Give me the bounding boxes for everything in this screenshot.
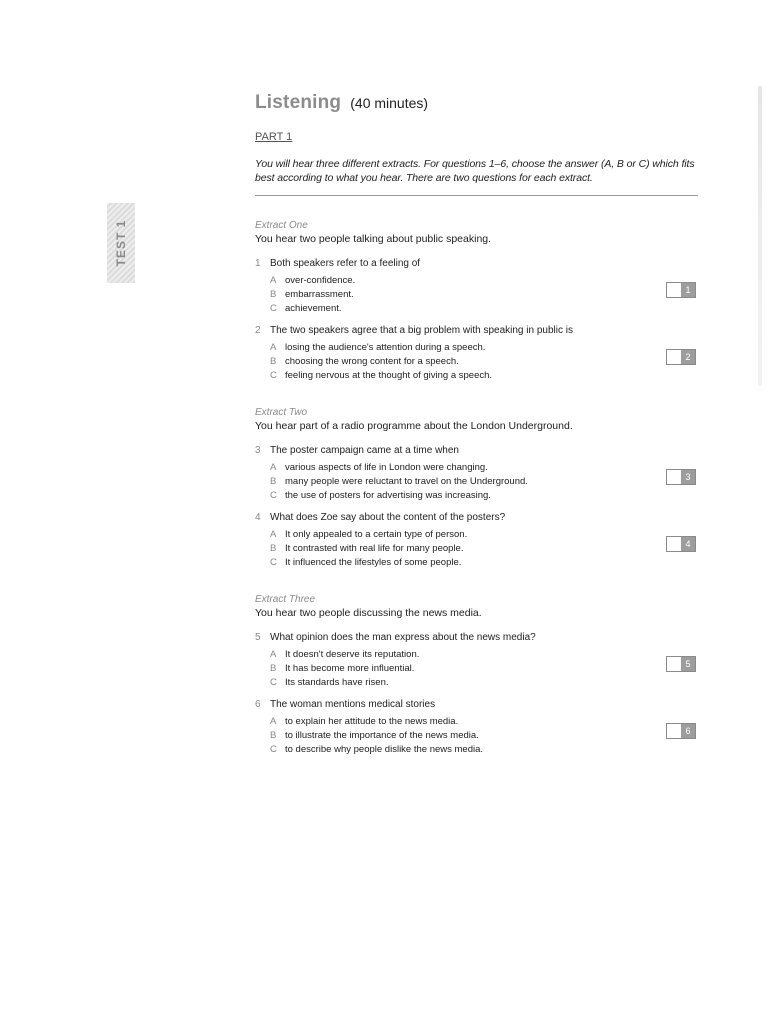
option-b[interactable]	[270, 542, 700, 556]
option-letter: B	[270, 476, 277, 487]
option-text: It influenced the lifestyles of some people.	[285, 557, 462, 568]
option-letter: A	[270, 529, 277, 540]
option-letter: C	[270, 303, 277, 314]
extract-one	[255, 220, 700, 383]
question-text: The two speakers agree that a big problem with speaking in public is	[270, 325, 573, 336]
answer-number: 6	[681, 724, 695, 738]
answer-box[interactable]	[666, 656, 696, 672]
answer-box[interactable]	[666, 349, 696, 365]
question-stem	[255, 630, 700, 645]
option-letter: A	[270, 716, 277, 727]
question-stem	[255, 323, 700, 338]
answer-blank[interactable]	[667, 283, 681, 297]
options	[270, 528, 700, 570]
extract-context: You hear two people discussing the news media.	[255, 607, 482, 619]
option-a[interactable]	[270, 341, 700, 355]
question-stem	[255, 443, 700, 458]
question-stem	[255, 510, 700, 525]
option-text: feeling nervous at the thought of giving a speech.	[285, 370, 493, 381]
option-b[interactable]	[270, 662, 700, 676]
page-edge-shadow	[758, 86, 762, 386]
question-6	[255, 697, 700, 757]
answer-box[interactable]	[666, 536, 696, 552]
extract-label: Extract Three	[255, 594, 316, 605]
answer-blank[interactable]	[667, 470, 681, 484]
option-letter: A	[270, 649, 277, 660]
question-number: 1	[255, 258, 261, 269]
options	[270, 648, 700, 690]
option-text: It only appealed to a certain type of person.	[285, 529, 468, 540]
section-duration: (40 minutes)	[350, 95, 429, 111]
option-text: embarrassment.	[285, 289, 354, 300]
question-stem	[255, 256, 700, 271]
option-text: It doesn't deserve its reputation.	[285, 649, 420, 660]
test-side-tab	[107, 203, 135, 283]
option-c[interactable]	[270, 556, 700, 570]
option-letter: B	[270, 356, 277, 367]
extract-label: Extract One	[255, 220, 308, 231]
option-c[interactable]	[270, 489, 700, 503]
option-a[interactable]	[270, 461, 700, 475]
question-text: The woman mentions medical stories	[270, 699, 436, 710]
option-a[interactable]	[270, 648, 700, 662]
instructions: You will hear three different extracts. For questions 1–6, choose the answer (A, B or C) which fits best according to what you hear. There are two questions for each extract.	[255, 158, 695, 184]
question-2	[255, 323, 700, 383]
question-number: 4	[255, 512, 261, 523]
option-c[interactable]	[270, 302, 700, 316]
extract-context: You hear part of a radio programme about the London Underground.	[255, 420, 573, 432]
page-title	[255, 92, 700, 118]
question-3	[255, 443, 700, 503]
question-4	[255, 510, 700, 570]
option-letter: C	[270, 744, 277, 755]
options	[270, 274, 700, 316]
answer-number: 3	[681, 470, 695, 484]
question-text: What opinion does the man express about the news media?	[270, 632, 536, 643]
answer-box[interactable]	[666, 469, 696, 485]
question-number: 5	[255, 632, 261, 643]
option-letter: A	[270, 275, 277, 286]
option-a[interactable]	[270, 528, 700, 542]
question-1	[255, 256, 700, 316]
option-letter: C	[270, 370, 277, 381]
answer-blank[interactable]	[667, 657, 681, 671]
option-letter: C	[270, 490, 277, 501]
answer-number: 5	[681, 657, 695, 671]
question-number: 6	[255, 699, 261, 710]
option-letter: B	[270, 543, 277, 554]
option-letter: A	[270, 342, 277, 353]
option-text: Its standards have risen.	[285, 677, 389, 688]
answer-blank[interactable]	[667, 537, 681, 551]
option-text: the use of posters for advertising was increasing.	[285, 490, 491, 501]
options	[270, 461, 700, 503]
option-text: achievement.	[285, 303, 342, 314]
answer-blank[interactable]	[667, 350, 681, 364]
question-text: What does Zoe say about the content of the posters?	[270, 512, 506, 523]
question-stem	[255, 697, 700, 712]
option-letter: C	[270, 557, 277, 568]
section-title: Listening	[255, 92, 342, 113]
extract-context: You hear two people talking about public speaking.	[255, 233, 492, 245]
option-text: to illustrate the importance of the news media.	[285, 730, 479, 741]
options	[270, 715, 700, 757]
option-text: many people were reluctant to travel on the Underground.	[285, 476, 528, 487]
answer-number: 1	[681, 283, 695, 297]
option-letter: A	[270, 462, 277, 473]
option-c[interactable]	[270, 676, 700, 690]
divider	[255, 195, 698, 196]
answer-blank[interactable]	[667, 724, 681, 738]
question-number: 3	[255, 445, 261, 456]
option-text: choosing the wrong content for a speech.	[285, 356, 459, 367]
option-text: over-confidence.	[285, 275, 356, 286]
answer-box[interactable]	[666, 723, 696, 739]
option-letter: B	[270, 730, 277, 741]
question-number: 2	[255, 325, 261, 336]
question-text: The poster campaign came at a time when	[270, 445, 459, 456]
answer-box[interactable]	[666, 282, 696, 298]
side-tab-label: TEST 1	[114, 219, 128, 267]
option-letter: B	[270, 289, 277, 300]
content	[255, 92, 700, 757]
answer-number: 2	[681, 350, 695, 364]
option-a[interactable]	[270, 715, 700, 729]
option-text: losing the audience's attention during a speech.	[285, 342, 486, 353]
option-text: to describe why people dislike the news media.	[285, 744, 484, 755]
question-text: Both speakers refer to a feeling of	[270, 258, 421, 269]
option-a[interactable]	[270, 274, 700, 288]
option-text: It contrasted with real life for many people.	[285, 543, 464, 554]
option-b[interactable]	[270, 355, 700, 369]
extract-three	[255, 594, 700, 757]
options	[270, 341, 700, 383]
option-c[interactable]	[270, 369, 700, 383]
option-b[interactable]	[270, 288, 700, 302]
option-b[interactable]	[270, 729, 700, 743]
option-letter: C	[270, 677, 277, 688]
option-c[interactable]	[270, 743, 700, 757]
option-text: It has become more influential.	[285, 663, 415, 674]
option-b[interactable]	[270, 475, 700, 489]
option-letter: B	[270, 663, 277, 674]
extract-two	[255, 407, 700, 570]
option-text: to explain her attitude to the news media.	[285, 716, 459, 727]
extract-label: Extract Two	[255, 407, 308, 418]
answer-number: 4	[681, 537, 695, 551]
question-5	[255, 630, 700, 690]
option-text: various aspects of life in London were changing.	[285, 462, 488, 473]
part-label: PART 1	[255, 131, 293, 143]
